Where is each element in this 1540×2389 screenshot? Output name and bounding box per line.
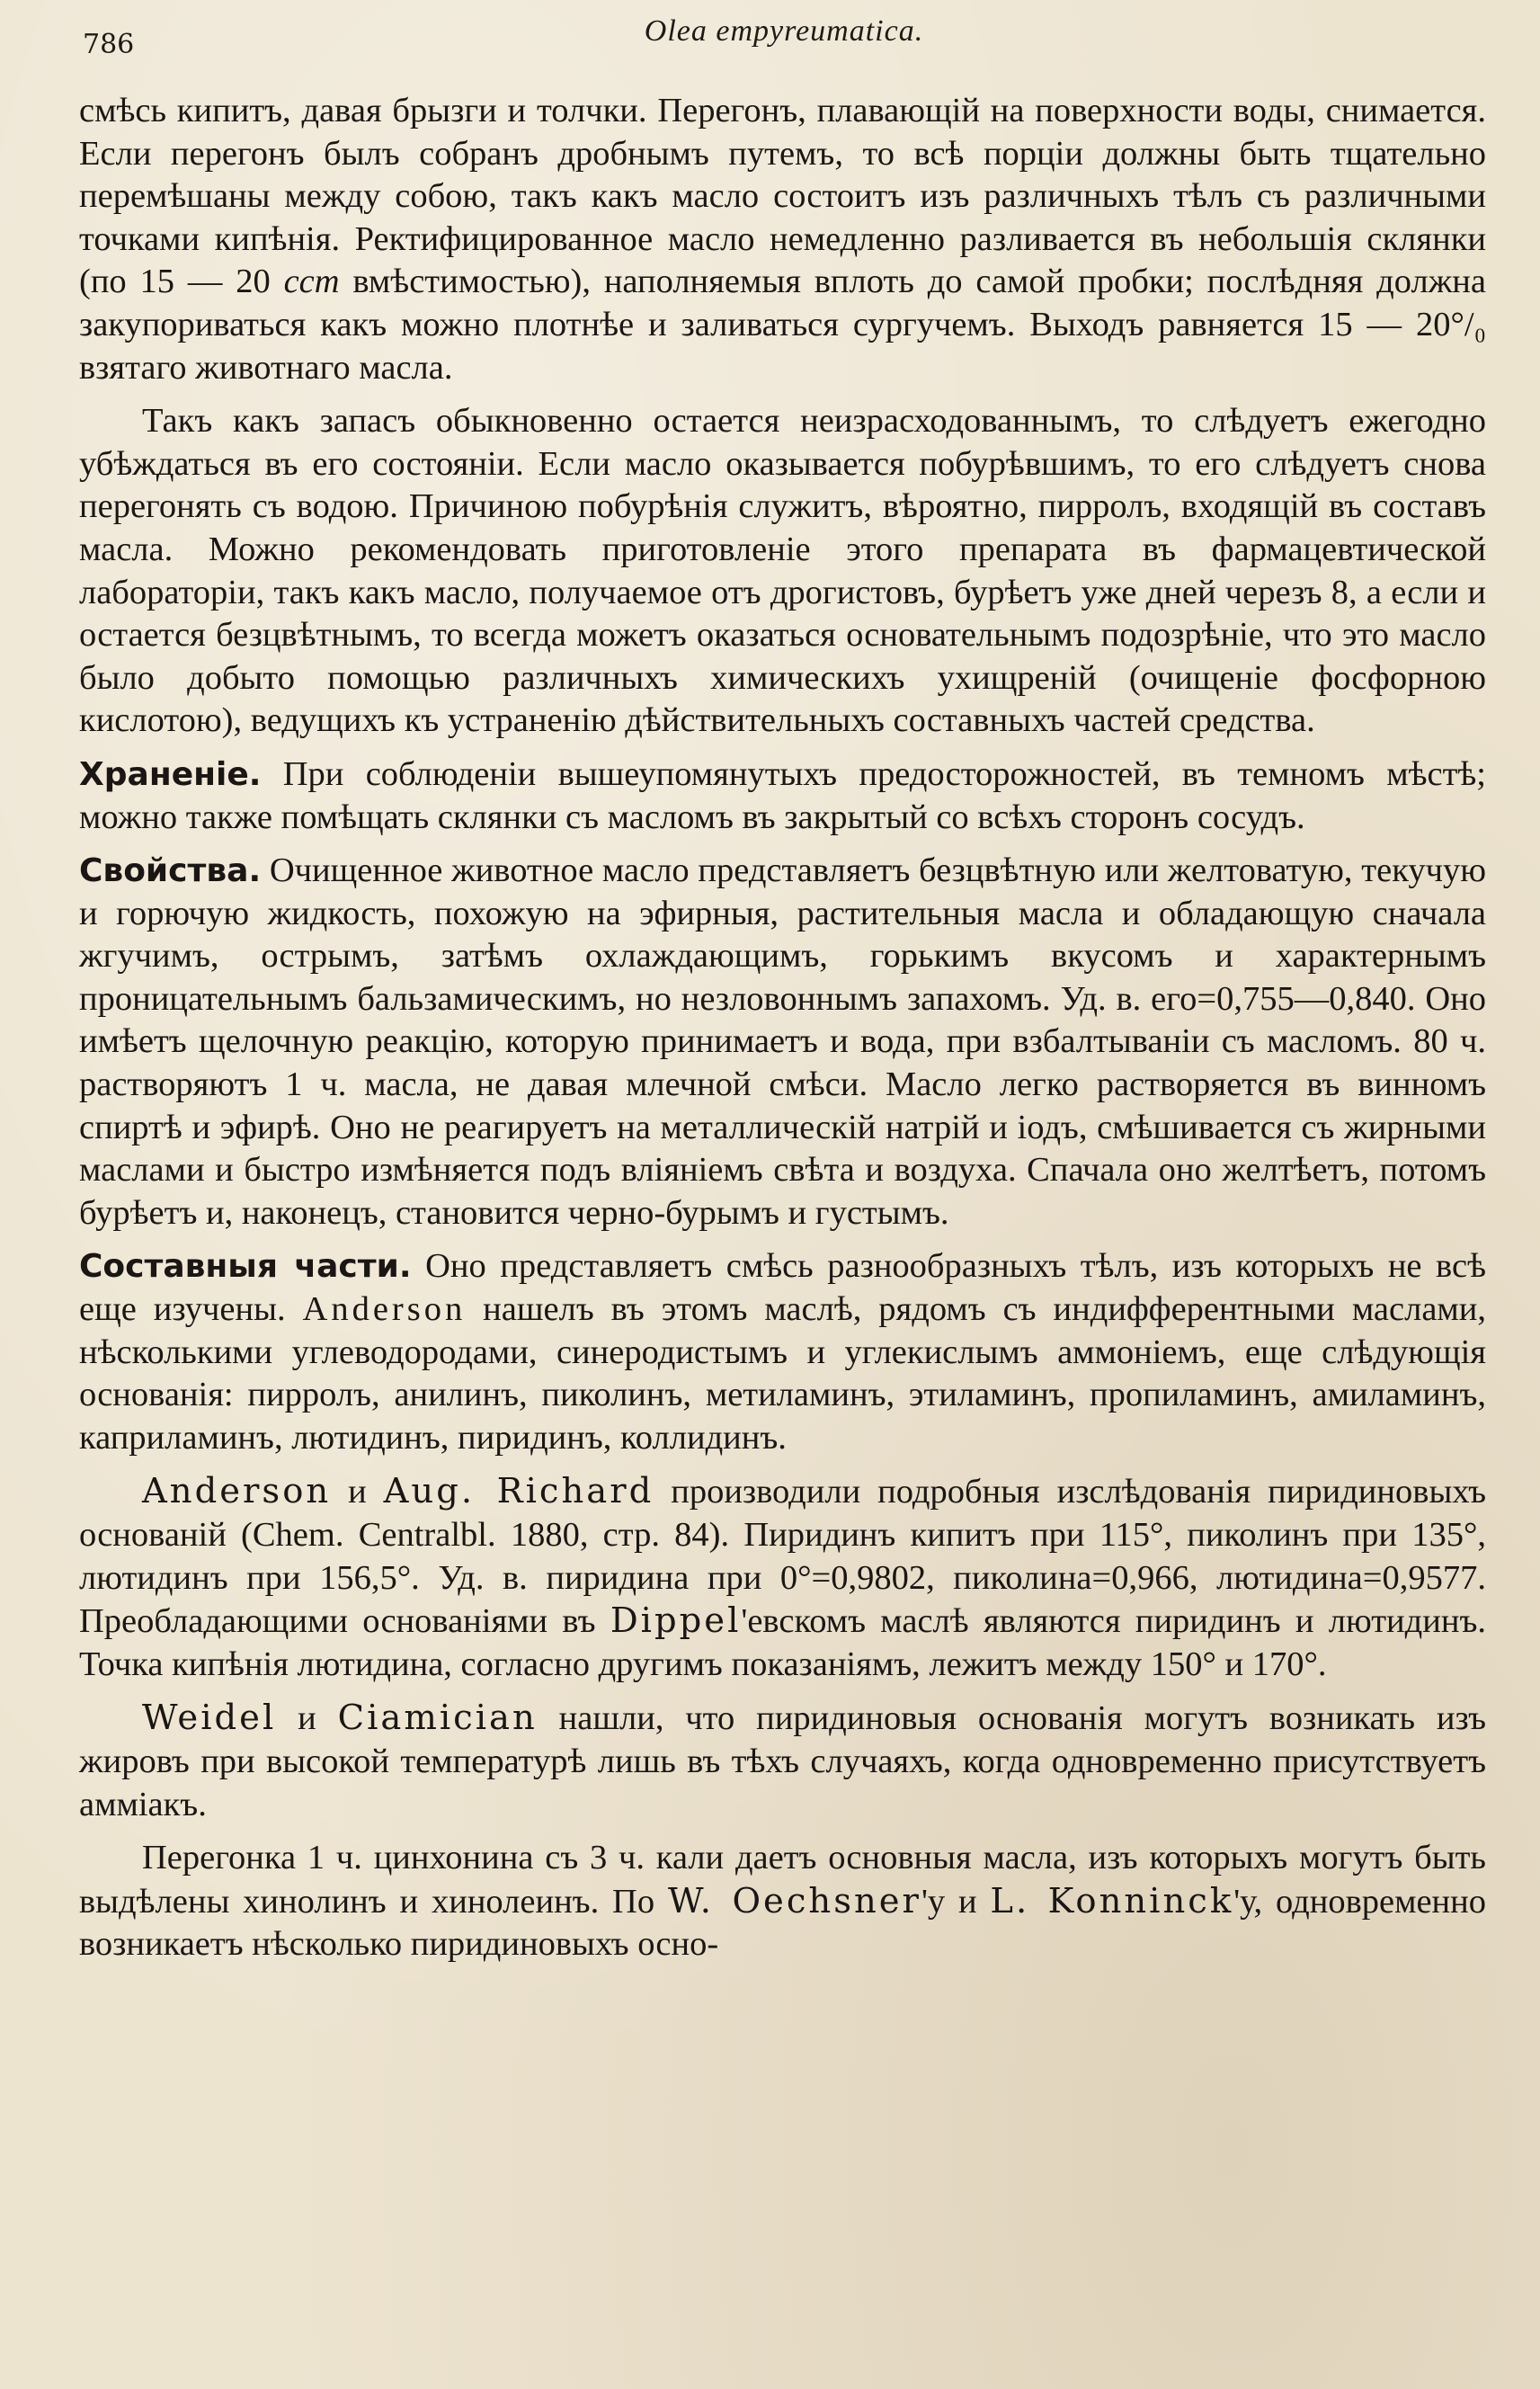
journal-citation: Chem. Centralbl. [252,1516,496,1554]
author-name: Ciamician [337,1698,538,1739]
section-heading-properties: Свойства. [79,852,262,890]
paragraph-text: нашелъ въ этомъ маслѣ, рядомъ съ индифферентными маслами, нѣсколькими углеводородами, синеродистымъ и углекислымъ аммоніемъ, еще слѣдующія основанія: пирролъ, анилинъ, пиколинъ, метиламинъ, этиламинъ, пропиламинъ, амиламинъ, каприламинъ, лютидинъ, пиридинъ, коллидинъ. [79,1290,1487,1457]
paragraph-text: 'у и [921,1882,991,1921]
section-heading-components: Составныя части. [79,1248,412,1286]
author-name: Weidel [142,1698,277,1739]
body-text [79,90,1486,1977]
author-name: Dippel [610,1600,742,1642]
paragraph-text: 1880, стр. 84). Пиридинъ кипитъ при 115°, пиколинъ при 135°, лютидинъ при 156,5°. Уд. в. пиридина при 0°=0,9802, пиколина=0,966, лютидина=0,9577. Преобладающими основаніями въ [79,1516,1486,1641]
section-heading-storage: Храненіе. [79,755,262,793]
paragraph-storage-check [79,400,1486,743]
paragraph-text: и [276,1699,338,1738]
unit-ccm: ccm [283,263,340,301]
author-name: W. Oechsner [667,1880,921,1921]
paragraph-storage [79,753,1486,839]
paragraph-text: вмѣстимостью), наполняемыя вплоть до самой пробки; послѣдняя должна закупориваться какъ можно плотнѣе и заливаться сургучемъ. Выходъ равняется 15 — 20°/₀ взятаго животнаго масла. [79,263,1486,387]
paragraph-text: производили подробныя изслѣдованія пиридиновыхъ основаній ( [79,1473,1487,1554]
paragraph-text: нашли, что пиридиновыя основанія могутъ возникать изъ жировъ при высокой температурѣ лишь въ тѣхъ случаяхъ, когда одновременно присутствуетъ амміакъ. [79,1699,1486,1823]
running-title: Olea empyreumatica. [644,14,924,48]
paragraph-cinchonine [79,1837,1486,1966]
paragraph-weidel-ciamician [79,1697,1486,1826]
author-name: Aug. Richard [383,1471,654,1512]
paragraph-text: и [331,1473,384,1511]
page-number: 786 [83,29,135,60]
page-header [83,9,1485,72]
paragraph-text: Очищенное животное масло представляетъ безцвѣтную или желтоватую, текучую и горючую жидкость, похожую на эфирныя, растительныя масла и обладающую сначала жгучимъ, острымъ, затѣмъ охлаждающимъ, горькимъ вкусомъ и характернымъ проницательнымъ бальзамическимъ, но незловоннымъ запахомъ. Уд. в. его=0,755—0,840. Оно имѣетъ щелочную реакцію, которую принимаетъ и вода, при взбалтываніи съ масломъ. 80 ч. растворяютъ 1 ч. масла, не давая млечной смѣси. Масло легко растворяется въ винномъ спиртѣ и эфирѣ. Оно не реагируетъ на металлическій натрій и іодъ, смѣшивается съ жирными маслами и быстро измѣняется подъ вліяніемъ свѣта и воздуха. Спачала оно желтѣетъ, потомъ бурѣетъ и, наконецъ, становится черно-бурымъ и густымъ. [79,851,1486,1232]
paragraph-text: смѣсь кипитъ, давая брызги и толчки. Перегонъ, плавающій на поверхности воды, снимается. Если перегонъ былъ собранъ дробнымъ путемъ, то всѣ порціи должны быть тщательно перемѣшаны между собою, такъ какъ масло состоитъ изъ различныхъ тѣлъ съ различными точками кипѣнія. Ректифицированное масло немедленно разливается въ небольшія склянки (по 15 — 20 [79,92,1486,301]
author-name: L. Konninck [990,1880,1234,1921]
paragraph-distillation [79,90,1486,389]
paragraph-text: Такъ какъ запасъ обыкновенно остается неизрасходованнымъ, то слѣдуетъ ежегодно убѣждаться въ его состояніи. Если масло оказывается побурѣвшимъ, то его слѣдуетъ снова перегонять съ водою. Причиною побурѣнія служитъ, вѣроятно, пирролъ, входящій въ составъ масла. Можно рекомендовать приготовленіе этого препарата въ фармацевтической лабораторіи, такъ какъ масло, получаемое отъ дрогистовъ, бурѣетъ уже дней черезъ 8, а если и остается безцвѣтнымъ, то всегда можетъ оказаться основательнымъ подозрѣніе, что это масло было добыто помощью различныхъ химическихъ ухищреній (очищеніе фосфорною кислотою), ведущихъ къ устраненію дѣйствительныхъ составныхъ частей средства. [79,402,1486,740]
paragraph-text: Оно представляетъ смѣсь разнообразныхъ тѣлъ, изъ которыхъ не всѣ еще изучены. [79,1247,1486,1329]
paragraph-text: 'евскомъ маслѣ являются пиридинъ и лютидинъ. Точка кипѣнія лютидина, согласно другимъ показаніямъ, лежитъ между 150° и 170°. [79,1602,1486,1683]
paragraph-text: Перегонка 1 ч. цинхонина съ 3 ч. кали даетъ основныя масла, изъ которыхъ могутъ быть выдѣлены хинолинъ и хинолеинъ. По [79,1839,1486,1921]
paragraph-text: При соблюденіи вышеупомянутыхъ предосторожностей, въ темномъ мѣстѣ; можно также помѣщать склянки съ масломъ въ закрытый со всѣхъ сторонъ сосудъ. [79,754,1486,836]
paragraph-text: 'у, одновременно возникаетъ нѣсколько пиридиновыхъ осно- [79,1882,1486,1964]
paragraph-components [79,1245,1486,1459]
author-name: Anderson [142,1471,332,1512]
author-name: Anderson [302,1290,467,1329]
paragraph-pyridine-bases [79,1470,1486,1686]
paragraph-properties [79,850,1486,1235]
